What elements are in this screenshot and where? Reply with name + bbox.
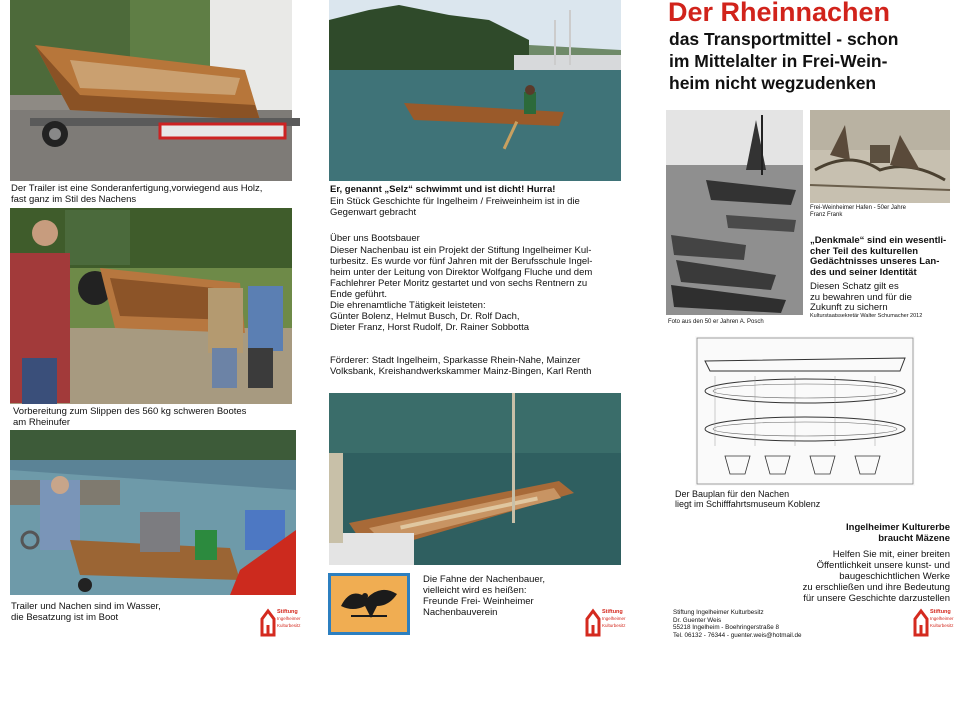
caption-trailer: Der Trailer ist eine Sonderanfertigung,vorwiegend aus Holz, fast ganz im Stil des Nachens	[11, 183, 263, 205]
selz-headline: Er, genannt „Selz“ schwimmt und ist dicht! Hurra!	[330, 184, 556, 195]
photo-trailer	[10, 0, 292, 181]
blueprint-caption: Der Bauplan für den Nachen liegt im Schifffahrtsmuseum Koblenz	[675, 489, 821, 509]
appeal-text: Helfen Sie mit, einer breiten Öffentlichkeit unsere kunst- und baugeschichtlichen Werke zu erschließen und ihre Bedeutung für unsere Geschichte darzustellen	[802, 549, 950, 604]
photo-preparation	[10, 208, 292, 404]
caption-preparation: Vorbereitung zum Slippen des 560 kg schweren Bootes am Rheinufer	[13, 406, 247, 428]
foundation-logo-col3	[911, 601, 954, 637]
photo-boat-closeup	[329, 393, 621, 565]
painting-caption: Frei-Weinheimer Hafen - 50er Jahre Franz Frank	[810, 205, 906, 218]
painting-harbor	[810, 110, 950, 203]
foundation-logo-col1	[258, 601, 301, 637]
svg-text:Kulturbesitz: Kulturbesitz	[930, 623, 954, 628]
flag-caption: Die Fahne der Nachenbauer, vielleicht wird es heißen: Freunde Frei- Weinheimer Nachenbauverein	[423, 574, 545, 618]
svg-text:Kulturbesitz: Kulturbesitz	[277, 623, 301, 628]
svg-text:Kulturbesitz: Kulturbesitz	[602, 623, 626, 628]
treasure-text: Diesen Schatz gilt es zu bewahren und für die Zukunft zu sichern	[810, 281, 912, 313]
page-subtitle: das Transportmittel - schon im Mittelalter in Frei-Wein- heim nicht wegzudenken	[669, 29, 899, 93]
svg-text:Stiftung: Stiftung	[930, 609, 951, 615]
contact-address: Stiftung Ingelheimer Kulturbesitz Dr. Guenter Weis 55218 Ingelheim - Boehringerstraße 8 Tel. 06132 - 76344 - guenter.weis@hotmail.de	[673, 609, 802, 639]
photo-credit: Foto aus den 50 er Jahren A. Posch	[668, 319, 764, 325]
photo-harbor-historic	[666, 110, 803, 315]
sponsors-text: Förderer: Stadt Ingelheim, Sparkasse Rhein-Nahe, Mainzer Volksbank, Kreishandwerkskammer Mainz-Bingen, Karl Renth	[330, 355, 592, 377]
monument-quote: „Denkmale“ sind ein wesentli- cher Teil des kulturellen Gedächtnisses unseres Lan- des und seiner Identität	[810, 235, 947, 278]
heritage-title: Ingelheimer Kulturerbe braucht Mäzene	[846, 522, 950, 544]
eagle-icon	[331, 576, 407, 632]
quote-author: Kulturstaatssekretär Walter Schumacher 2012	[810, 313, 923, 319]
about-title: Über uns Bootsbauer	[330, 233, 420, 244]
boat-blueprint	[695, 336, 915, 486]
svg-text:Stiftung: Stiftung	[602, 609, 623, 615]
caption-in-water: Trailer und Nachen sind im Wasser, die Besatzung ist im Boot	[11, 601, 161, 623]
svg-text:Ingelheimer: Ingelheimer	[602, 616, 626, 621]
about-body: Dieser Nachenbau ist ein Projekt der Stiftung Ingelheimer Kul- turbesitz. Es wurde vor fünf Jahren mit der Berufsschule Ingel- heim unter der Leitung von Direktor Wolfgang Fluche und dem Fachlehrer Peter Moritz gestartet und von sechs Rentnern zu Ende geführt. Die ehrenamtliche Tätigkeit leisteten: Günter Bolenz, Helmut Busch, Dr. Rolf Dach, Dieter Franz, Horst Rudolf, Dr. Rainer Sobbotta	[330, 245, 593, 333]
page-title: Der Rheinnachen	[668, 0, 891, 27]
photo-in-water	[10, 430, 296, 595]
svg-text:Ingelheimer: Ingelheimer	[277, 616, 301, 621]
selz-intro: Ein Stück Geschichte für Ingelheim / Freiweinheim ist in die Gegenwart gebracht	[330, 196, 580, 218]
photo-selz-floating	[329, 0, 621, 181]
nachenbauer-flag	[328, 573, 410, 635]
svg-text:Stiftung: Stiftung	[277, 609, 298, 615]
foundation-logo-col2	[583, 601, 626, 637]
svg-text:Ingelheimer: Ingelheimer	[930, 616, 954, 621]
